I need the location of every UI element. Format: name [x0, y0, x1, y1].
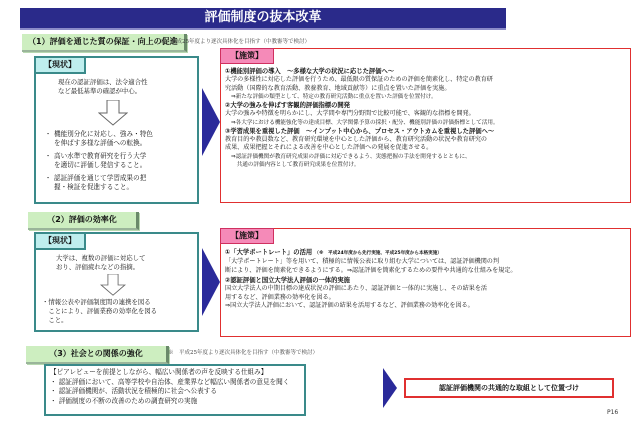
section-3-label: （3）社会との関係の強化 [26, 346, 169, 364]
policy-item-1: ①機能別評価の導入 ～多様な大学の状況に応じた評価へ～ 大学の多様性に対応した評価を行うため、最低限の質保証のための評価を簡素化し、特定の教育研 究活動（国際的な教育活動、教養教育、地域貢献等）に重点を置いた評価を実施。 ⇒新たな評価の類型として、特定の教育研究活動に重点を置いた評価を位置付け。 [225, 68, 493, 101]
status-tag: 【現状】 [34, 232, 86, 250]
policy-tag: 【施策】 [220, 228, 274, 244]
policy-item-1: ①「大学ポートレート」の活用 （※ 平成24年度から先行実施、平成25年度から本格実施） 「大学ポートレート」等を用いて、積極的に情報公表に取り組む大学については、認証評価機関の判 断により、評価を簡素化できるようにする。⇒認証評価を簡素化するための要件や共通的な仕組みを規定。 [225, 249, 517, 274]
right-arrow-icon [202, 248, 220, 316]
section-2-label: （2）評価の効率化 [28, 212, 139, 230]
status-bullet: ・ 機能別分化に対応し、強み・特色 を伸ばす多様な評価への転換。 [44, 130, 153, 147]
section-2-status-box [34, 232, 199, 332]
policy-item-2: ②大学の強みを伸ばす客観的評価指標の開発 大学の強みや特徴を明らかにし、大学間や専門分野間で比較可能で、客観的な指標を開発。 ⇒各大学における機能強化等の達成目標、大学関係予算の採択・配分、機能別評価の評価指標として活用。 [225, 102, 499, 126]
status-tag: 【現状】 [34, 56, 86, 74]
status-bullet: ・ 高い水準で教育研究を行う大学 を適切に評価し発信すること。 [44, 152, 147, 169]
status-result: ・情報公表や評価制度間の連携を図る ことにより、評価業務の効率化を図る こと。 [42, 298, 158, 324]
section-3-note: ※ 平成25年度より逐次具体化を目指す（中教審等で検討） [168, 350, 319, 356]
right-arrow-icon [383, 368, 397, 408]
page-title: 評価制度の抜本改革 [20, 8, 506, 30]
policy-item-3: ③学習成果を重視した評価 ～インプット中心から、プロセス・アウトカムを重視した評価へ～ 教育目的や教員数など、教育研究環境を中心とした評価から、教育研究活動の状況や教育研究の 成果、成果把握とそれによる改善を中心とした評価への発展を促進させる。 ⇒認証評価機関が教育研究成果の評価に対応できるよう、実態把握の手法を開発するとともに、 共通の評価内容として教育研究成果を位置付け。 [225, 127, 495, 168]
section-1-label: （1）評価を通じた質の保証・向上の促進 [22, 34, 187, 52]
section-3-result-box: 認証評価機関の共通的な取組として位置づけ [404, 378, 614, 398]
status-description: 大学は、複数の評価に対応して おり、評価疲れなどの指摘。 [56, 254, 146, 271]
policy-items [225, 67, 499, 169]
policy-items [225, 248, 517, 311]
right-arrow-icon [202, 88, 220, 156]
section-1-status-box [34, 56, 199, 204]
status-bullet: ・ 認証評価を通じて学習成果の把 握・検証を促進すること。 [44, 174, 147, 191]
policy-tag: 【施策】 [220, 48, 274, 64]
policy-item-2: ②認証評価と国立大学法人評価の一体的実施 国立大学法人の中期目標の達成状況の評価にあたり、認証評価と一体的に実施し、その結果を活 用するなど、評価業務の効率化を図る。 ⇒国立大学法人評価において、認証評価の結果を活用するなど、評価業務の効率化を図る。 [225, 277, 488, 310]
page-number: P16 [607, 409, 619, 416]
status-bullets [42, 130, 192, 192]
down-arrow-icon [98, 100, 128, 126]
section-1-note: ※ 平成25年度より逐次具体化を目指す（中教審等で検討） [160, 39, 311, 45]
section-2-policy-box [220, 228, 631, 337]
section-3-bullet: ・ 認証評価機関が、活動状況を積極的に社会へ公表する [50, 387, 217, 395]
status-description: 現在の認証評価は、法令適合性 など最低基準の確認が中心。 [58, 78, 148, 95]
section-3-content: 【ピアレビューを前提としながら、幅広い関係者の声を反映する仕組み】 ・ 認証評価において、高等学校や自治体、産業界など幅広い関係者の意見を聞く ・ 認証評価機関が、活動状況を積極的に社会へ公表する ・ 評価制度の不断の改善のための調査研究の実施 [50, 368, 290, 405]
section-3-bullet: ・ 評価制度の不断の改善のための調査研究の実施 [50, 396, 198, 405]
down-arrow-icon [98, 274, 128, 296]
section-1-policy-box [220, 48, 631, 203]
section-3-box [44, 364, 306, 416]
section-3-bullet: ・ 認証評価において、高等学校や自治体、産業界など幅広い関係者の意見を聞く [50, 377, 290, 386]
